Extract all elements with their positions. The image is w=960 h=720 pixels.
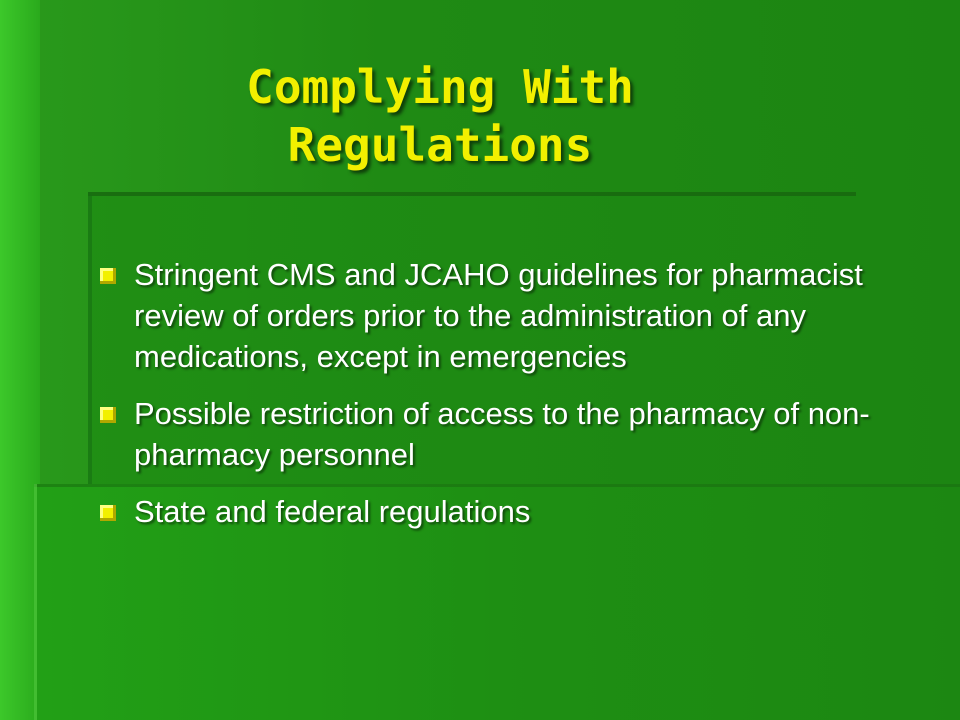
slide-title-line-2: Regulations <box>287 118 593 172</box>
slide-title-line-1: Complying With <box>246 60 634 114</box>
slide-title <box>140 58 740 174</box>
bullet-item <box>100 254 900 377</box>
background-panel-top-edge <box>88 192 856 196</box>
bullet-item <box>100 491 900 532</box>
bullet-text: Stringent CMS and JCAHO guidelines for pharmacist review of orders prior to the administration of any medications, except in emergencies <box>134 257 863 374</box>
bullet-text: State and federal regulations <box>134 494 531 529</box>
square-bullet-icon <box>100 268 116 284</box>
background-lower-panel-left-edge <box>34 484 37 720</box>
bullet-item <box>100 393 900 475</box>
square-bullet-icon <box>100 505 116 521</box>
bullet-list <box>100 254 900 548</box>
square-bullet-icon <box>100 407 116 423</box>
bullet-text: Possible restriction of access to the pharmacy of non-pharmacy personnel <box>134 396 870 472</box>
